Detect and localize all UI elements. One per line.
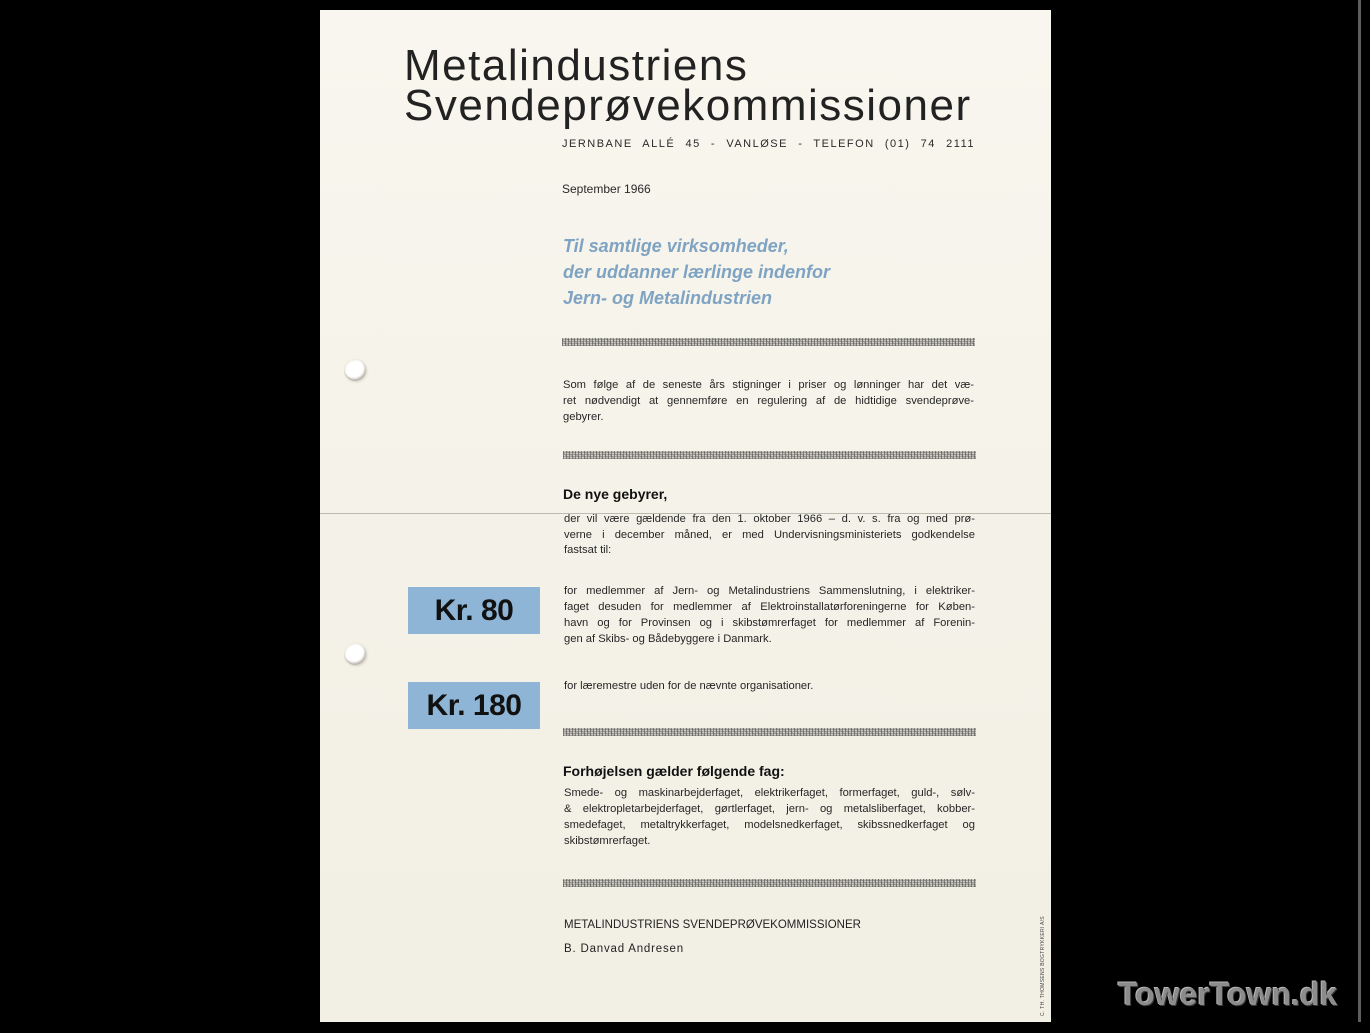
paragraph-line: for læremestre uden for de nævnte organisationer. bbox=[564, 680, 814, 692]
trades-paragraph bbox=[564, 785, 975, 849]
fee-amount: Kr. 180 bbox=[426, 688, 522, 722]
paragraph-line: Smede- og maskinarbejderfaget, elektrikerfaget, formerfaget, guld-, sølv- bbox=[564, 787, 975, 799]
paragraph-line: der vil være gældende fra den 1. oktober 1966 – d. v. s. fra og med prø- bbox=[564, 513, 975, 525]
paragraph-line: & elektropletarbejderfaget, gørtlerfaget, jern- og metalsliberfaget, kobber- bbox=[564, 803, 975, 815]
paragraph-line: faget desuden for medlemmer af Elektroinstallatørforeningerne for Køben- bbox=[564, 601, 975, 613]
divider-rule bbox=[563, 728, 976, 736]
paragraph-line: gebyrer. bbox=[563, 411, 604, 423]
fee-amount: Kr. 80 bbox=[434, 593, 514, 627]
punch-hole-icon bbox=[344, 359, 366, 381]
letterhead-title-line2: Svendeprøvekommissioner bbox=[404, 81, 972, 130]
addressee-line: Til samtlige virksomheder, bbox=[563, 236, 789, 256]
divider-rule bbox=[562, 338, 975, 346]
intro-paragraph bbox=[563, 377, 974, 425]
site-watermark: TowerTown.dk bbox=[1118, 976, 1338, 1012]
paragraph-line: ret nødvendigt at gennemføre en regulering af de hidtidige svendeprøve- bbox=[563, 395, 974, 407]
paragraph-line: fastsat til: bbox=[564, 544, 612, 556]
divider-rule bbox=[563, 451, 976, 459]
printer-imprint: C. TH. THOMSENS BOGTRYKKERI A/S bbox=[1040, 916, 1046, 1016]
signature-name: B. Danvad Andresen bbox=[564, 943, 684, 955]
fee-box-members bbox=[408, 587, 540, 634]
divider-rule bbox=[563, 879, 976, 887]
paragraph-line: verne i december måned, er med Undervisningsministeriets godkendelse bbox=[564, 528, 975, 541]
fees-heading: De nye gebyrer, bbox=[563, 486, 668, 502]
paragraph-line: skibstømrerfaget. bbox=[564, 835, 651, 847]
fees-paragraph bbox=[564, 512, 975, 559]
letter-page bbox=[320, 10, 1051, 1022]
letterhead-title bbox=[404, 41, 972, 130]
fee-description-members bbox=[564, 583, 975, 647]
addressee-line: Jern- og Metalindustrien bbox=[563, 288, 773, 308]
letterhead-title-line1: Metalindustriens bbox=[404, 41, 749, 90]
paragraph-line: Som følge af de seneste års stigninger i priser og lønninger har det væ- bbox=[563, 379, 974, 391]
addressee-line: der uddanner lærlinge indenfor bbox=[563, 262, 831, 282]
punch-hole-icon bbox=[344, 643, 366, 665]
addressee-block bbox=[563, 233, 830, 311]
signature-organization: METALINDUSTRIENS SVENDEPRØVEKOMMISSIONER bbox=[564, 919, 861, 931]
letter-date: September 1966 bbox=[562, 182, 651, 196]
fee-box-non-members bbox=[408, 682, 540, 729]
paragraph-line: gen af Skibs- og Bådebyggere i Danmark. bbox=[564, 633, 772, 645]
paragraph-line: for medlemmer af Jern- og Metalindustriens Sammenslutning, i elektriker- bbox=[564, 585, 975, 597]
paragraph-line: smedefaget, metaltrykkerfaget, modelsnedkerfaget, skibssnedkerfaget og bbox=[564, 819, 975, 831]
trades-heading: Forhøjelsen gælder følgende fag: bbox=[563, 763, 785, 779]
fee-description-non-members bbox=[564, 678, 975, 694]
right-edge-line bbox=[1358, 0, 1361, 1022]
letterhead-address: JERNBANE ALLÉ 45 - VANLØSE - TELEFON (01) 74 2111 bbox=[562, 138, 975, 150]
paragraph-line: havn og for Provinsen og i skibstømrerfaget for medlemmer af Forenin- bbox=[564, 617, 975, 629]
